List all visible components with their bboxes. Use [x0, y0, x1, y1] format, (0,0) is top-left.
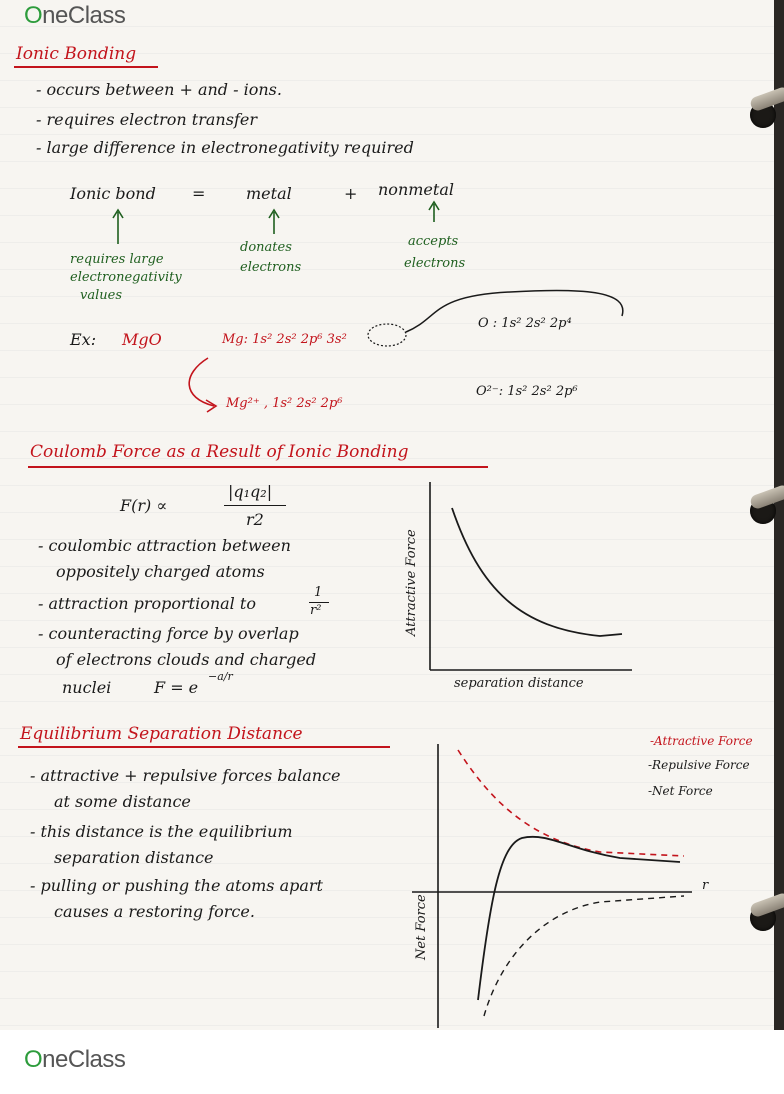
nuclei-exponent: −a/r — [208, 670, 233, 683]
legend-repulsive: -Repulsive Force — [648, 758, 750, 772]
note-nonmetal-1: accepts — [408, 234, 459, 249]
s1-bullet-3: - large difference in electronegativity required — [36, 138, 414, 157]
example-compound: MgO — [122, 330, 162, 349]
coulomb-formula-num: |q₁q₂| — [228, 482, 273, 501]
s2-bullet-6: nuclei — [62, 678, 112, 697]
s1-bullet-1: - occurs between + and - ions. — [36, 80, 282, 99]
mg-ion-config: Mg²⁺ , 1s² 2s² 2p⁶ — [226, 396, 343, 411]
legend-attractive: -Attractive Force — [650, 734, 753, 748]
o-ion-config: O²⁻: 1s² 2s² 2p⁶ — [476, 384, 578, 399]
oneclass-logo-top: OneClass — [24, 2, 126, 29]
eq-plus: + — [344, 184, 358, 203]
eq-equals: = — [192, 184, 206, 203]
s2-bullet-3: - attraction proportional to — [38, 594, 256, 613]
prop-frac-den: r² — [310, 603, 322, 618]
example-label: Ex: — [70, 330, 97, 349]
s3-bullet-5: - pulling or pushing the atoms apart — [30, 876, 323, 895]
eq-metal: metal — [246, 184, 292, 203]
s3-bullet-2: at some distance — [54, 792, 191, 811]
section2-title: Coulomb Force as a Result of Ionic Bonding — [30, 442, 409, 462]
nuclei-formula: F = e — [154, 678, 199, 697]
eq-lhs: Ionic bond — [70, 184, 156, 203]
note-metal-2: electrons — [240, 260, 302, 275]
s2-bullet-1: - coulombic attraction between — [38, 536, 291, 555]
oneclass-logo-bottom: OneClass — [24, 1046, 126, 1073]
mg-config: Mg: 1s² 2s² 2p⁶ 3s² — [222, 332, 347, 347]
note-lhs-1: requires large — [70, 252, 164, 267]
s3-bullet-1: - attractive + repulsive forces balance — [30, 766, 341, 785]
net-chart-ylabel: Net Force — [414, 894, 429, 960]
attractive-chart-xlabel: separation distance — [454, 676, 584, 691]
note-lhs-3: values — [80, 288, 122, 303]
o-config: O : 1s² 2s² 2p⁴ — [478, 316, 572, 331]
prop-frac-num: 1 — [314, 585, 323, 600]
attractive-chart-ylabel: Attractive Force — [404, 529, 419, 636]
section1-title: Ionic Bonding — [16, 44, 137, 64]
note-lhs-2: electronegativity — [70, 270, 182, 285]
s3-bullet-4: separation distance — [54, 848, 214, 867]
note-metal-1: donates — [240, 240, 292, 255]
s2-bullet-5: of electrons clouds and charged — [56, 650, 317, 669]
s3-bullet-6: causes a restoring force. — [54, 902, 255, 921]
net-chart-xlabel: r — [702, 878, 709, 893]
note-nonmetal-2: electrons — [404, 256, 466, 271]
s3-bullet-3: - this distance is the equilibrium — [30, 822, 293, 841]
s2-bullet-2: oppositely charged atoms — [56, 562, 265, 581]
coulomb-formula-lhs: F(r) ∝ — [120, 496, 168, 515]
legend-net: -Net Force — [648, 784, 713, 798]
section3-title: Equilibrium Separation Distance — [20, 724, 303, 744]
coulomb-formula-den: r2 — [246, 510, 264, 529]
s1-bullet-2: - requires electron transfer — [36, 110, 257, 129]
eq-nonmetal: nonmetal — [378, 180, 454, 199]
s2-bullet-4: - counteracting force by overlap — [38, 624, 299, 643]
